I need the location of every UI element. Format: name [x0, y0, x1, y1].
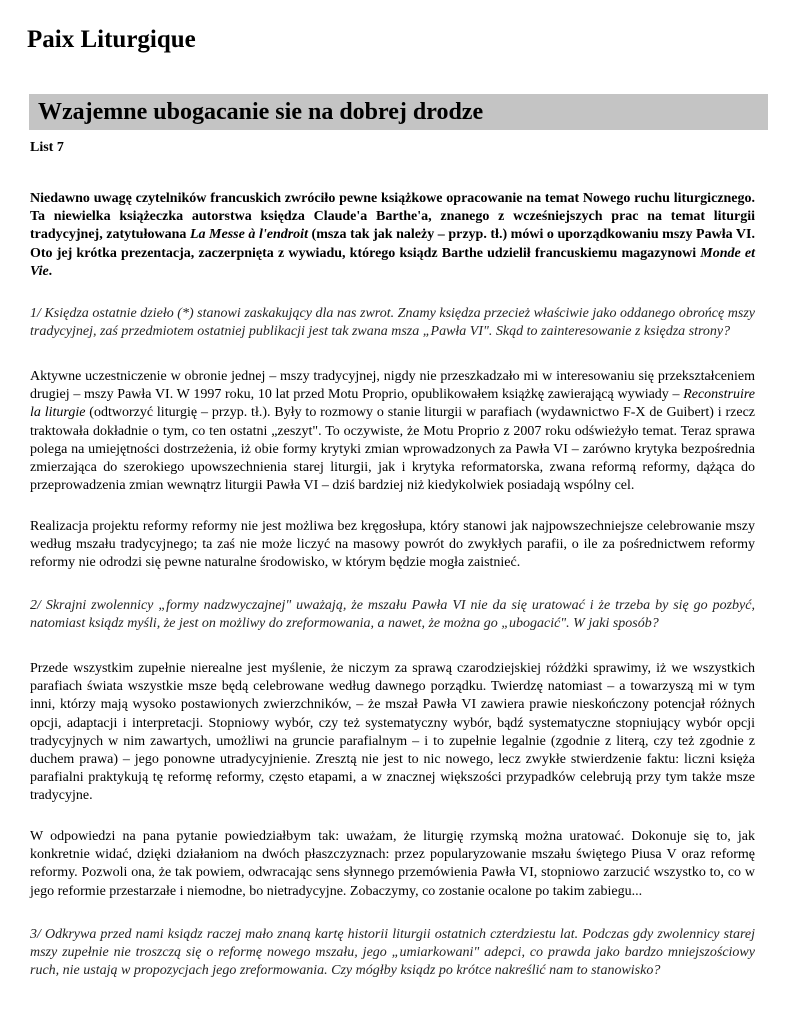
lead-text-2: (msza tak jak należy – przyp. tł.) mówi o uporządkowaniu mszy Pawła VI. Oto jej krótka prezentacja, zaczerpnięta z wywiadu, którego ksiądz Barthe udzielił francuskiemu magazynowi: [30, 227, 755, 261]
site-title: Paix Liturgique: [27, 26, 196, 53]
answer-1-book-title: Reconstruire la liturgie: [30, 387, 755, 421]
lead-paragraph: [30, 190, 755, 281]
answer-1-paragraph-1: [30, 368, 755, 495]
answer-1-text-1: Aktywne uczestniczenie w obronie jednej – mszy tradycyjnej, nigdy nie przeszkadzało mi w interesowaniu się przekształceniem drugiej – mszy Pawła VI. W 1997 roku, 10 lat przed Motu Proprio, opublikowałem książkę zawierającą wywiady –: [30, 369, 755, 403]
answer-2-paragraph-1: Przede wszystkim zupełnie nierealne jest myślenie, że niczym za sprawą czarodziejskiej różdżki sprawimy, iż we wszystkich parafiach świata wszystkie msze będą celebrowane według dawnego porządku. Twierdzę natomiast – a towarzyszą mi w tym inni, którzy mają wysoko postawionych zwierzchników, – że mszał Pawła VI zawiera prawie nieskończony potencjał różnych opcji, adaptacji i interpretacji. Stopniowy wybór, czy też systematyczny wybór, bądź systematyczne stopniujący wybór opcji tradycyjnych w nim zawartych, umożliwi na gruncie parafialnym – i to zupełnie legalnie (zgodnie z literą, czy też zgodnie z duchem prawa) – jego ponowne utradycyjnienie. Zresztą nie jest to nic nowego, lecz zwykłe stwierdzenie faktu: liczni księża parafialni praktykują tę reformę reformy, często etapami, a w znacznej większości przypadków celebrują przy tym także msze tradycyjne.: [30, 661, 755, 804]
answer-1-paragraph-2: Realizacja projektu reformy reformy nie jest możliwa bez kręgosłupa, który stanowi jak najpowszechniejsze celebrowanie mszy według mszału tradycyjnego; ta zaś nie może liczyć na masowy powrót do zwykłych parafii, o ile za pośrednictwem reformy reformy nie odrodzi się pewne naturalne środowisko, w którym będzie mogła zaistnieć.: [30, 519, 755, 571]
lead-text-3: .: [48, 263, 53, 279]
question-1: 1/ Księdza ostatnie dzieło (*) stanowi zaskakujący dla nas zwrot. Znamy księdza przecież właściwie jako oddanego obrońcę mszy tradycyjnej, zaś przedmiotem ostatniej publikacji jest tak zwana msza „Pawła VI". Skąd to zainteresowanie z księdza strony?: [30, 306, 755, 340]
article-headline-bar: [29, 94, 768, 130]
list-label: List 7: [30, 140, 64, 155]
lead-text-1: Niedawno uwagę czytelników francuskich zwróciło pewne książkowe opracowanie na temat Nowego ruchu liturgicznego. Ta niewielka książeczka autorstwa księdza Claude'a Barthe'a, znanego z wcześniejszych prac na temat liturgii tradycyjnej, zatytułowana: [30, 191, 755, 243]
question-3: 3/ Odkrywa przed nami ksiądz raczej mało znaną kartę historii liturgii ostatnich czterdziestu lat. Podczas gdy zwolennicy starej mszy zupełnie nie troszczą się o reformę nowego mszału, jego „umiarkowani" adepci, co prawda jako bardzo mniejszościowy ruch, nie ustają w propozycjach jego zreformowania. Czy mógłby ksiądz po krótce nakreślić nam to stanowisko?: [30, 927, 755, 979]
lead-book-title: La Messe à l'endroit: [189, 227, 308, 243]
answer-1-text-2: (odtworzyć liturgię – przyp. tł.). Były to rozmowy o stanie liturgii w parafiach (wydawnictwo F-X de Guibert) i rzecz traktowała dokładnie o tym, co ten ostatni „zeszyt". To oczywiste, że Motu Proprio z 2007 roku odświeżyło temat. Teraz sprawa polega na umiejętności dostrzeżenia, iż obie formy krytyki zmian wprowadzonych za Pawła VI – zarówno krytyka bezpośrednia zmierzająca do szerokiego upowszechnienia starej liturgii, jak i krytyka reformatorska, zwana reformą reformy, dążąca do przeprowadzenia zmian wewnątrz liturgii Pawła VI – dziś bardziej niż kiedykolwiek posiadają wspólny cel.: [30, 405, 755, 494]
lead-magazine-title: Monde et Vie: [30, 245, 755, 279]
question-2: 2/ Skrajni zwolennicy „formy nadzwyczajnej" uważają, że mszału Pawła VI nie da się uratować i że trzeba by się go pozbyć, natomiast ksiądz myśli, że jest on możliwy do zreformowania, a nawet, że można go „ubogacić". W jaki sposób?: [30, 598, 755, 632]
article-headline: Wzajemne ubogacanie sie na dobrej drodze: [38, 99, 484, 125]
answer-2-paragraph-2: W odpowiedzi na pana pytanie powiedziałbym tak: uważam, że liturgię rzymską można uratować. Dokonuje się to, jak konkretnie widać, dzięki działaniom na dwóch płaszczyznach: przez popularyzowanie mszału świętego Piusa V oraz reformę reformy. Pozwoli ona, że tak powiem, odwracając sens słynnego przemówienia Pawła VI, stopniowo zarzucić wszystko to, co w jego reformie przestarzałe i niemodne, bo nietradycyjne. Zobaczymy, co zostanie ocalone po takim zabiegu...: [30, 829, 755, 899]
